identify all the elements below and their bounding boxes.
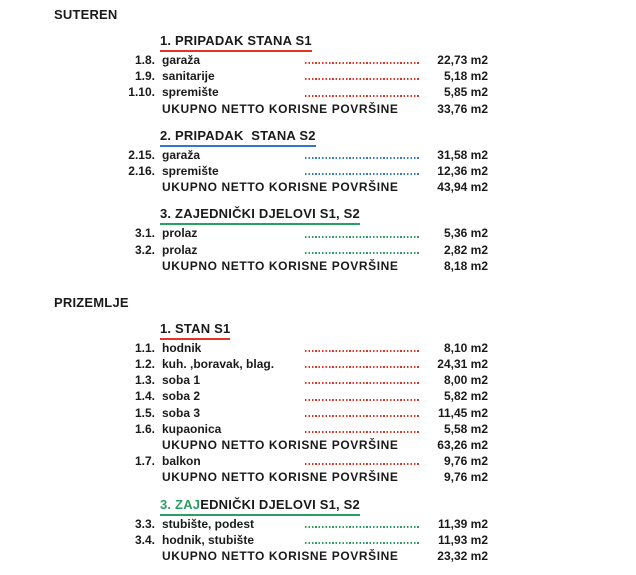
leader-cell — [305, 147, 420, 163]
leader-cell — [305, 421, 420, 437]
section-title — [160, 34, 312, 52]
table-row — [0, 242, 636, 258]
dotted-leader — [305, 236, 420, 238]
table-row — [0, 372, 636, 388]
table-row — [0, 225, 636, 241]
table-row — [0, 147, 636, 163]
dotted-leader — [305, 463, 420, 465]
total-row — [0, 437, 636, 453]
leader-cell — [305, 453, 420, 469]
row-label: prolaz — [162, 242, 198, 257]
dotted-leader — [305, 157, 420, 159]
row-number: 1.5. — [134, 405, 155, 420]
row-label: prolaz — [162, 226, 198, 241]
table-row — [0, 453, 636, 469]
row-number: 1.9. — [134, 69, 155, 84]
table-row — [0, 163, 636, 179]
total-row — [0, 258, 636, 274]
dotted-leader — [305, 399, 420, 401]
total-value: 8,18 m2 — [443, 258, 488, 273]
table-row — [0, 356, 636, 372]
dotted-leader — [305, 366, 420, 368]
section — [0, 207, 636, 274]
dotted-leader — [305, 252, 420, 254]
total-label: UKUPNO NETTO KORISNE POVRŠINE — [162, 548, 399, 563]
leader-cell — [305, 372, 420, 388]
section-title-part: EDNIČKI DJELOVI S1, S2 — [200, 496, 360, 512]
total-label: UKUPNO NETTO KORISNE POVRŠINE — [162, 258, 399, 273]
section-title — [160, 129, 316, 147]
section-title-part: 1. STAN S1 — [160, 320, 231, 336]
row-label: soba 2 — [162, 389, 201, 404]
dotted-leader — [305, 78, 420, 80]
leader-cell — [305, 225, 420, 241]
row-value: 5,18 m2 — [443, 69, 488, 84]
total-value: 33,76 m2 — [437, 101, 488, 116]
leader-cell — [305, 68, 420, 84]
dotted-leader — [305, 173, 420, 175]
row-number: 3.1. — [134, 226, 155, 241]
total-row — [0, 179, 636, 195]
row-value: 5,58 m2 — [443, 421, 488, 436]
total-value: 9,76 m2 — [443, 470, 488, 485]
section-title — [160, 207, 360, 225]
row-label: garaža — [162, 53, 201, 67]
row-label: spremište — [162, 85, 219, 100]
row-number: 3.3. — [134, 516, 155, 531]
row-label: kuh. ,boravak, blag. — [162, 357, 275, 372]
row-value: 31,58 m2 — [437, 147, 488, 162]
total-value: 43,94 m2 — [437, 180, 488, 195]
section-title-part: 3. ZAJ — [160, 496, 201, 512]
row-label: kupaonica — [162, 421, 222, 436]
row-number: 3.4. — [134, 532, 155, 547]
document-body — [0, 8, 636, 564]
leader-cell — [305, 52, 420, 68]
row-value: 11,93 m2 — [437, 532, 488, 547]
row-value: 8,10 m2 — [443, 340, 488, 355]
row-label: hodnik, stubište — [162, 532, 255, 547]
dotted-leader — [305, 431, 420, 433]
row-label: garaža — [162, 147, 201, 162]
row-value: 11,45 m2 — [437, 405, 488, 420]
leader-cell — [305, 242, 420, 258]
row-label: soba 1 — [162, 373, 201, 388]
leader-cell — [305, 516, 420, 532]
table-row — [0, 340, 636, 356]
total-spacer — [0, 101, 155, 117]
total-label: UKUPNO NETTO KORISNE POVRŠINE — [162, 101, 399, 116]
table-row — [0, 52, 636, 68]
leader-cell — [305, 388, 420, 404]
row-value: 8,00 m2 — [443, 373, 488, 388]
floor-block — [0, 296, 636, 564]
floor-block — [0, 8, 636, 274]
row-number: 1.8. — [134, 53, 155, 67]
total-spacer — [0, 179, 155, 195]
table-row — [0, 84, 636, 100]
section-title-part: 1. PRIPADAK STANA S1 — [160, 33, 312, 48]
row-label: soba 3 — [162, 405, 201, 420]
table-row — [0, 532, 636, 548]
total-label: UKUPNO NETTO KORISNE POVRŠINE — [162, 470, 399, 485]
table-row — [0, 516, 636, 532]
dotted-leader — [305, 415, 420, 417]
row-number: 1.7. — [134, 454, 155, 469]
row-number: 2.15. — [128, 147, 155, 162]
total-value: 23,32 m2 — [437, 548, 488, 563]
total-spacer — [0, 437, 155, 453]
row-value: 12,36 m2 — [437, 163, 488, 178]
total-spacer — [0, 258, 155, 274]
section-title — [160, 498, 360, 516]
row-number: 3.2. — [134, 242, 155, 257]
dotted-leader — [305, 95, 420, 97]
dotted-leader — [305, 350, 420, 352]
row-value: 9,76 m2 — [443, 454, 488, 469]
total-label: UKUPNO NETTO KORISNE POVRŠINE — [162, 180, 399, 195]
row-value: 24,31 m2 — [437, 357, 488, 372]
table-row — [0, 388, 636, 404]
total-row — [0, 101, 636, 117]
row-label: sanitarije — [162, 69, 215, 84]
total-spacer — [0, 469, 155, 485]
row-number: 1.2. — [134, 357, 155, 372]
floor-label: SUTEREN — [54, 7, 118, 22]
row-value: 2,82 m2 — [443, 242, 488, 257]
row-label: spremište — [162, 163, 219, 178]
row-label: balkon — [162, 454, 201, 469]
row-number: 1.3. — [134, 373, 155, 388]
section — [0, 322, 636, 486]
total-row — [0, 469, 636, 485]
table-row — [0, 68, 636, 84]
row-value: 5,36 m2 — [443, 226, 488, 241]
table-row — [0, 421, 636, 437]
section — [0, 34, 636, 117]
row-number: 1.10. — [128, 85, 155, 100]
section — [0, 129, 636, 196]
leader-cell — [305, 163, 420, 179]
row-label: hodnik — [162, 340, 202, 355]
leader-cell — [305, 356, 420, 372]
dotted-leader — [305, 526, 420, 528]
row-number: 1.1. — [134, 340, 155, 355]
leader-cell — [305, 84, 420, 100]
dotted-leader — [305, 62, 420, 64]
row-number: 1.6. — [134, 421, 155, 436]
total-value: 63,26 m2 — [437, 438, 488, 452]
row-value: 11,39 m2 — [437, 516, 488, 531]
section-title — [160, 322, 230, 340]
total-label: UKUPNO NETTO KORISNE POVRŠINE — [162, 438, 399, 452]
leader-cell — [305, 405, 420, 421]
row-label: stubište, podest — [162, 516, 255, 531]
row-number: 2.16. — [128, 163, 155, 178]
row-value: 5,82 m2 — [443, 389, 488, 404]
leader-cell — [305, 532, 420, 548]
leader-cell — [305, 340, 420, 356]
floor-label: PRIZEMLJE — [54, 294, 129, 310]
dotted-leader — [305, 542, 420, 544]
total-spacer — [0, 548, 155, 564]
section-title-part: 2. PRIPADAK STANA S2 — [160, 127, 316, 143]
section-title-part: 3. ZAJEDNIČKI DJELOVI S1, S2 — [160, 206, 360, 222]
row-value: 22,73 m2 — [437, 53, 488, 67]
dotted-leader — [305, 382, 420, 384]
row-number: 1.4. — [134, 389, 155, 404]
table-row — [0, 405, 636, 421]
total-row — [0, 548, 636, 564]
row-value: 5,85 m2 — [443, 85, 488, 100]
section — [0, 498, 636, 565]
